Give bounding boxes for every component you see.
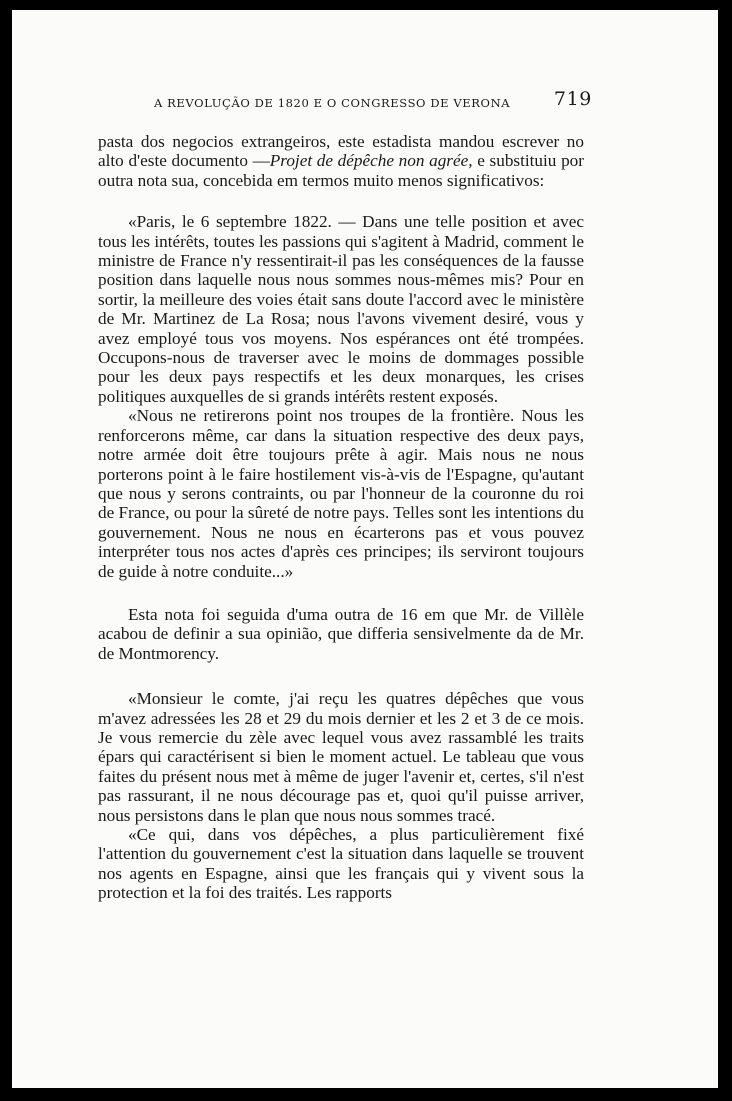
intro-italic-title: Projet de dépêche non agrée, [269,151,473,171]
quote-paragraph-1: «Paris, le 6 septembre 1822. — Dans une telle position et avec tous les intérêts, toutes les passions qui s'agitent à Madrid, comment le ministre de France n'y ressentirait-il pas les conséquences de la fausse position dans laquelle nous nous sommes nous-mêmes mis? Pour en sortir, la meilleure des voies était sans doute l'accord avec le ministère de Mr. Martinez de La Rosa; nous l'avons vivement desiré, vous y avez employé tous vos moyens. Nos espérances ont été trompées. Occupons-nous de traverser avec le moins de dommages possible pour les deux pays respectifs et les deux monarques, les crises politiques auxquelles de si grands intérêts restent exposés. [98,212,584,406]
running-title: A REVOLUÇÃO DE 1820 E O CONGRESSO DE VERONA [154,96,511,110]
body-text [98,132,584,903]
intro-text-end: e substituiu por outra nota sua, concebida em termos muito menos significativos: [98,151,584,190]
intro-text: pasta dos negocios extrangeiros, este estadista mandou escrever no alto d'este documento — [98,132,584,171]
page-number: 719 [553,88,592,110]
quote-paragraph-3: «Monsieur le comte, j'ai reçu les quatres dépêches que vous m'avez adressées les 28 et 29 du mois dernier et les 2 et 3 de ce mois. Je vous remercie du zèle avec lequel vous avez rassamblé les traits épars qui caractérisent si bien le moment actuel. Le tableau que vous faites du présent nous met à même de juger l'avenir et, certes, s'il n'est pas rassurant, il ne nous décourage pas et, quoi qu'il puisse arriver, nous persistons dans le plan que nous nous sommes tracé. [98,689,584,825]
quote-paragraph-4: «Ce qui, dans vos dépêches, a plus particulièrement fixé l'attention du gouvernement c'est la situation dans laquelle se trouvent nos agents en Espagne, ainsi que les français qui y vivent sous la protection et la foi des traités. Les rapports [98,825,584,903]
intro-paragraph [98,132,584,190]
quote-paragraph-2: «Nous ne retirerons point nos troupes de la frontière. Nous les renforcerons même, car dans la situation respective des deux pays, notre armée doit être toujours prête à agir. Mais nous ne nous porterons point à le faire hostilement vis-à-vis de l'Espagne, qu'autant que nous y serons contraints, ou par l'honneur de la couronne du roi de France, ou pour la sûreté de notre pays. Telles sont les intentions du gouvernement. Nous ne nous en écarterons pas et vous pouvez interpréter tous nos actes d'après ces principes; ils serviront toujours de guide à notre conduite...» [98,406,584,581]
book-page [12,10,718,1088]
transition-paragraph: Esta nota foi seguida d'uma outra de 16 em que Mr. de Villèle acabou de definir a sua opinião, que differia sensivelmente da de Mr. de Montmorency. [98,604,584,663]
